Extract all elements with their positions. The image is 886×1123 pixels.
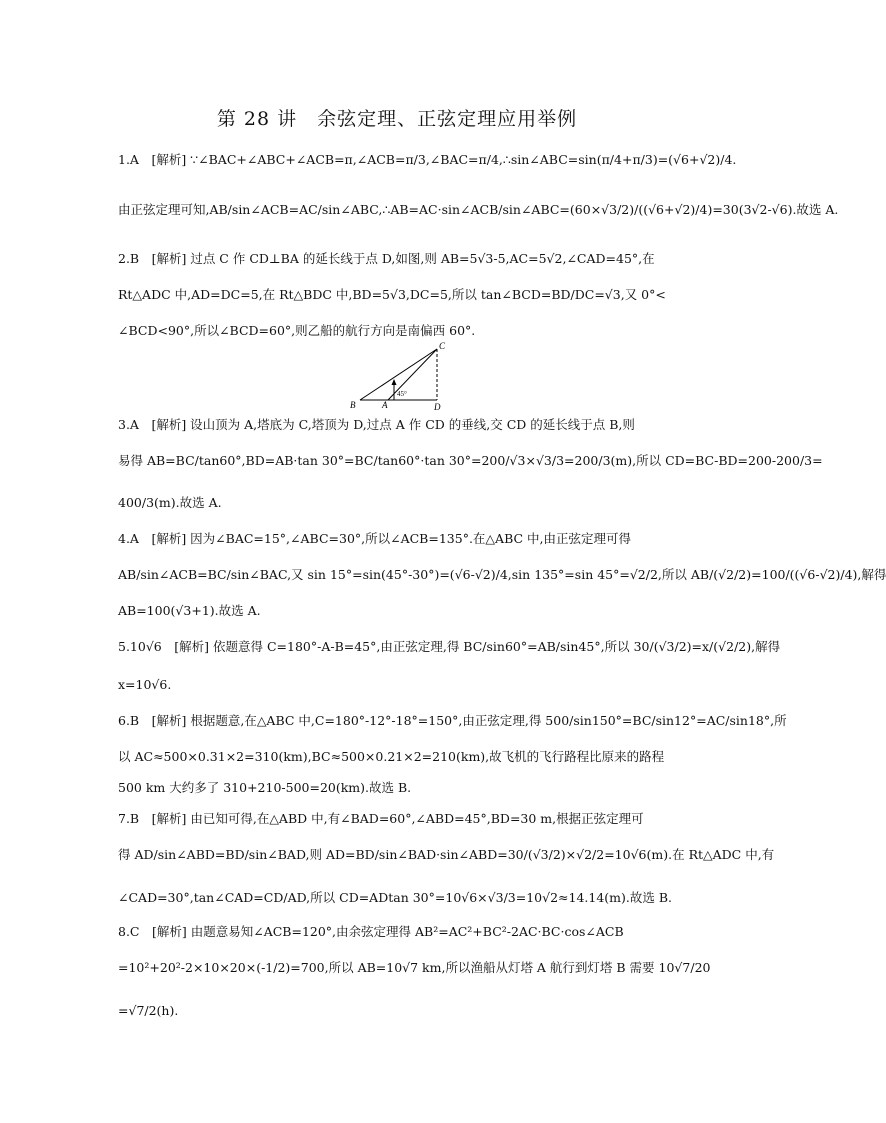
text-line: 3.A [解析] 设山顶为 A,塔底为 C,塔顶为 D,过点 A 作 CD 的垂线,交 CD 的延长线于点 B,则 <box>118 417 635 432</box>
label-b: B <box>350 400 356 410</box>
text-line: AB/sin∠ACB=BC/sin∠BAC,又 sin 15°=sin(45°-30°)=(√6-√2)/4,sin 135°=sin 45°=√2/2,所以 AB/(√2/2)=100/((√6-√2)/4),解得 <box>118 567 886 582</box>
text-line: 400/3(m).故选 A. <box>118 495 222 510</box>
text-line: 2.B [解析] 过点 C 作 CD⊥BA 的延长线于点 D,如图,则 AB=5√3-5,AC=5√2,∠CAD=45°,在 <box>118 251 655 266</box>
text-line: 500 km 大约多了 310+210-500=20(km).故选 B. <box>118 780 412 795</box>
text-line: 易得 AB=BC/tan60°,BD=AB·tan 30°=BC/tan60°·tan 30°=200/√3×√3/3=200/3(m),所以 CD=BC-BD=200-200/3= <box>118 453 823 468</box>
text-line: ∠BCD<90°,所以∠BCD=60°,则乙船的航行方向是南偏西 60°. <box>118 323 476 338</box>
page-title: 第 28 讲 余弦定理、正弦定理应用举例 <box>216 108 578 130</box>
text-line: x=10√6. <box>118 677 172 692</box>
text-line: 由正弦定理可知,AB/sin∠ACB=AC/sin∠ABC,∴AB=AC·sin∠ACB/sin∠ABC=(60×√3/2)/((√6+√2)/4)=30(3√2-√6).故选 A. <box>118 202 839 217</box>
label-c: C <box>439 341 446 351</box>
text-line: AB=100(√3+1).故选 A. <box>118 603 261 618</box>
text-line: =10²+20²-2×10×20×(-1/2)=700,所以 AB=10√7 km,所以渔船从灯塔 A 航行到灯塔 B 需要 10√7/20 <box>118 960 711 975</box>
text-line: 7.B [解析] 由已知可得,在△ABD 中,有∠BAD=60°,∠ABD=45°,BD=30 m,根据正弦定理可 <box>118 811 644 826</box>
arrow-head <box>392 379 397 385</box>
text-line: =√7/2(h). <box>118 1003 179 1018</box>
text-line: 4.A [解析] 因为∠BAC=15°,∠ABC=30°,所以∠ACB=135°.在△ABC 中,由正弦定理可得 <box>118 531 631 546</box>
triangle-diagram <box>350 342 460 412</box>
line-ac <box>388 349 437 400</box>
label-a: A <box>382 400 388 410</box>
label-angle: 45° <box>397 390 407 398</box>
text-line: 8.C [解析] 由题意易知∠ACB=120°,由余弦定理得 AB²=AC²+BC²-2AC·BC·cos∠ACB <box>118 924 624 939</box>
text-line: ∠CAD=30°,tan∠CAD=CD/AD,所以 CD=ADtan 30°=10√6×√3/3=10√2≈14.14(m).故选 B. <box>118 890 673 905</box>
text-line: 5.10√6 [解析] 依题意得 C=180°-A-B=45°,由正弦定理,得 BC/sin60°=AB/sin45°,所以 30/(√3/2)=x/(√2/2),解得 <box>118 639 781 654</box>
text-line: 1.A [解析] ∵∠BAC+∠ABC+∠ACB=π,∠ACB=π/3,∠BAC=π/4,∴sin∠ABC=sin(π/4+π/3)=(√6+√2)/4. <box>118 152 737 167</box>
text-line: 得 AD/sin∠ABD=BD/sin∠BAD,则 AD=BD/sin∠BAD·sin∠ABD=30/(√3/2)×√2/2=10√6(m).在 Rt△ADC 中,有 <box>118 847 775 862</box>
text-line: Rt△ADC 中,AD=DC=5,在 Rt△BDC 中,BD=5√3,DC=5,所以 tan∠BCD=BD/DC=√3,又 0°< <box>118 287 666 302</box>
label-d: D <box>434 402 441 412</box>
text-line: 6.B [解析] 根据题意,在△ABC 中,C=180°-12°-18°=150°,由正弦定理,得 500/sin150°=BC/sin12°=AC/sin18°,所 <box>118 713 787 728</box>
text-line: 以 AC≈500×0.31×2=310(km),BC≈500×0.21×2=210(km),故飞机的飞行路程比原来的路程 <box>118 749 665 764</box>
